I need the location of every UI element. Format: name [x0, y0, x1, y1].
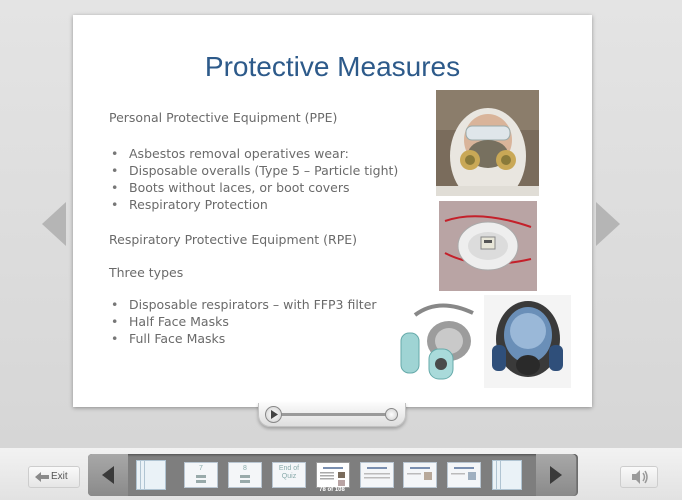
slide-canvas [73, 15, 592, 407]
slide-thumbnail-current[interactable] [316, 462, 350, 488]
chevron-right-icon [594, 200, 624, 248]
next-slide-button[interactable] [594, 200, 624, 248]
ppe-bullet-list [109, 145, 398, 213]
exit-button[interactable] [28, 466, 80, 488]
list-item: • Half Face Masks [109, 313, 377, 330]
list-item: • Boots without laces, or boot covers [109, 179, 398, 196]
previous-slide-button[interactable] [38, 200, 68, 248]
play-icon [266, 407, 281, 422]
exit-label: Exit [51, 471, 68, 482]
list-item: • Asbestos removal operatives wear: [109, 145, 398, 162]
ppe-heading: Personal Protective Equipment (PPE) [109, 110, 338, 125]
chevron-left-icon [88, 454, 128, 496]
scrubber-end-handle[interactable] [385, 408, 398, 421]
list-item: • Full Face Masks [109, 330, 377, 347]
scrubber-play-handle[interactable] [265, 406, 282, 423]
list-item: • Disposable overalls (Type 5 – Particle tight) [109, 162, 398, 179]
sound-button[interactable] [620, 466, 658, 488]
thumbnails-next-button[interactable] [536, 454, 576, 496]
thumbnail-stack-right[interactable] [492, 458, 526, 492]
scrubber-track[interactable] [275, 413, 393, 416]
arrow-left-icon [35, 472, 49, 482]
chevron-right-icon [536, 454, 576, 496]
half-face-mask-photo [395, 295, 481, 385]
rpe-bullet-list [109, 296, 377, 347]
disposable-respirator-photo [439, 201, 537, 291]
slide-thumbnail[interactable]: 8 [228, 462, 262, 488]
slide-thumbnail[interactable] [360, 462, 394, 488]
chevron-left-icon [38, 200, 68, 248]
slide-thumbnail[interactable]: End of Quiz [272, 462, 306, 488]
slide-title: Protective Measures [204, 51, 461, 82]
thumbnail-stack-left[interactable] [136, 458, 170, 492]
rpe-heading: Respiratory Protective Equipment (RPE) [109, 232, 358, 247]
thumbnails-prev-button[interactable] [88, 454, 128, 496]
slide-thumbnail[interactable]: 7 [184, 462, 218, 488]
playback-scrubber[interactable] [258, 403, 406, 427]
list-item: • Disposable respirators – with FFP3 filter [109, 296, 377, 313]
ppe-worker-photo [436, 90, 539, 196]
types-heading: Three types [109, 265, 184, 280]
slide-counter: 78 of 108 [319, 487, 345, 493]
full-face-mask-photo [484, 295, 571, 388]
slide-thumbnail[interactable] [403, 462, 437, 488]
list-item: • Respiratory Protection [109, 196, 398, 213]
speaker-icon [621, 467, 657, 487]
slide-thumbnail[interactable] [447, 462, 481, 488]
